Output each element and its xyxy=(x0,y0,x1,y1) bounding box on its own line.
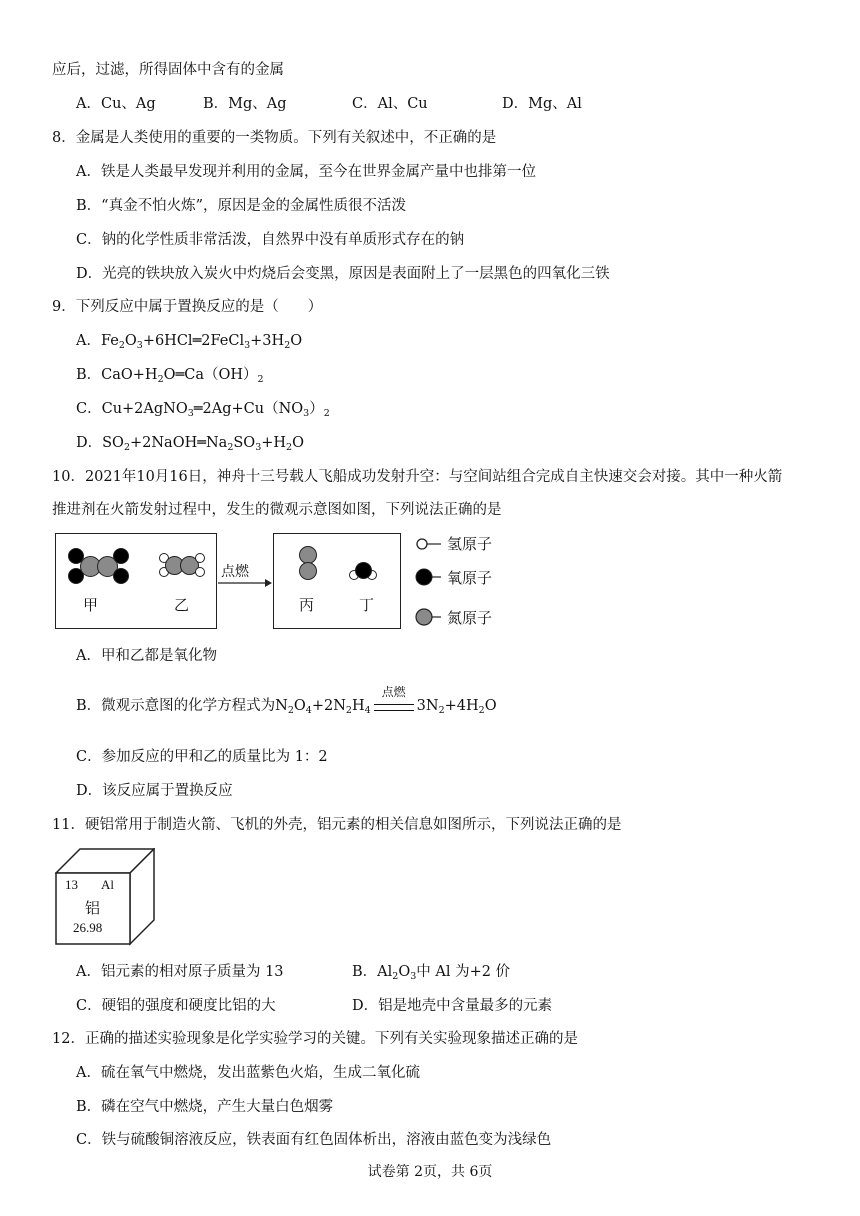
legend-oxygen-label: 氧原子 xyxy=(447,569,493,587)
label-jia: 甲 xyxy=(83,596,99,614)
option-12-b: B．磷在空气中燃烧，产生大量白色烟雾 xyxy=(76,1099,334,1115)
label-yi: 乙 xyxy=(174,596,190,614)
question-9: 9．下列反应中属于置换反应的是（ ） xyxy=(52,299,323,315)
legend-hydrogen-icon xyxy=(415,537,443,551)
option-11-d: D．铝是地壳中含量最多的元素 xyxy=(352,998,553,1014)
option-8-a: A．铁是人类最早发现并利用的金属，至今在世界金属产量中也排第一位 xyxy=(76,164,536,180)
option-9-b: B．$CaO+H_2O═Ca(OH)_2$ xyxy=(76,367,264,385)
question-10-line-2: 推进剂在火箭发射过程中，发生的微观示意图如图，下列说法正确的是 xyxy=(52,502,502,518)
element-name: 铝 xyxy=(85,899,101,917)
legend-nitrogen-icon xyxy=(415,607,443,627)
question-11: 11．硬铝常用于制造火箭、飞机的外壳，铝元素的相关信息如图所示，下列说法正确的是 xyxy=(52,817,622,833)
option-11-b: B．$Al_2O_3$中 Al 为+2 价 xyxy=(352,964,511,982)
option-8-b: B．“真金不怕火炼”，原因是金的金属性质很不活泼 xyxy=(76,198,406,214)
element-symbol: Al xyxy=(101,877,114,892)
option-9-c: C．$Cu+2AgNO_3═2Ag+Cu(NO_3)_2$ xyxy=(76,401,330,419)
legend-oxygen-icon xyxy=(415,567,443,587)
option-11-c: C．硬铝的强度和硬度比铝的大 xyxy=(76,998,276,1014)
question-7-tail: 应后，过滤，所得固体中含有的金属 xyxy=(52,62,284,78)
question-8: 8．金属是人类使用的重要的一类物质。下列有关叙述中，不正确的是 xyxy=(52,130,497,146)
arrow-condition: 点燃 xyxy=(221,564,249,580)
atomic-mass: 26.98 xyxy=(73,920,103,935)
page-footer: 试卷第 2页，共 6页 xyxy=(367,1164,493,1180)
option-9-d: D．$SO_2+2NaOH═Na_2SO_3+H_2O$ xyxy=(76,435,304,453)
option-8-d: D．光亮的铁块放入炭火中灼烧后会变黑，原因是表面附上了一层黑色的四氧化三铁 xyxy=(76,266,610,282)
reaction-diagram xyxy=(55,533,505,633)
option-7-a: A．Cu、Ag xyxy=(76,96,156,112)
option-7-c: C．Al、Cu xyxy=(352,96,428,112)
option-7-b: B．Mg、Ag xyxy=(203,96,287,112)
option-7-d: D．Mg、Al xyxy=(502,96,582,112)
option-9-a: A．$Fe_2O_3+6HCl═2FeCl_3+3H_2O$ xyxy=(76,333,303,351)
option-10-c: C．参加反应的甲和乙的质量比为 1：2 xyxy=(76,749,328,765)
option-12-a: A．硫在氧气中燃烧，发出蓝紫色火焰，生成二氧化硫 xyxy=(76,1065,420,1081)
option-11-a: A．铝元素的相对原子质量为 13 xyxy=(76,964,284,980)
label-ding: 丁 xyxy=(359,596,375,614)
option-10-b: B．微观示意图的化学方程式为$N_2O_4+2N_2H_4$ 点燃 $3N_2+4H_2O$ xyxy=(76,685,497,716)
products-box xyxy=(273,533,401,629)
legend-hydrogen-label: 氢原子 xyxy=(447,535,493,553)
option-8-c: C．钠的化学性质非常活泼，自然界中没有单质形式存在的钠 xyxy=(76,232,465,248)
aluminum-element-card xyxy=(55,848,155,946)
atomic-number: 13 xyxy=(65,877,78,892)
legend-nitrogen-label: 氮原子 xyxy=(447,609,493,627)
equation-condition: 点燃 xyxy=(374,696,414,716)
question-10-line-1: 10．2021年10月16日，神舟十三号载人飞船成功发射升空：与空间站组合完成自主快速交会对接。其中一种火箭 xyxy=(52,469,783,485)
option-12-c: C．铁与硫酸铜溶液反应，铁表面有红色固体析出，溶液由蓝色变为浅绿色 xyxy=(76,1132,552,1148)
option-10-a: A．甲和乙都是氧化物 xyxy=(76,648,217,664)
element-cube-outline xyxy=(55,848,155,946)
option-10-d: D．该反应属于置换反应 xyxy=(76,783,233,799)
reactants-box xyxy=(55,533,217,629)
question-12: 12．正确的描述实验现象是化学实验学习的关键。下列有关实验现象描述正确的是 xyxy=(52,1031,578,1047)
reaction-arrow xyxy=(217,577,273,589)
label-bing: 丙 xyxy=(299,596,315,614)
